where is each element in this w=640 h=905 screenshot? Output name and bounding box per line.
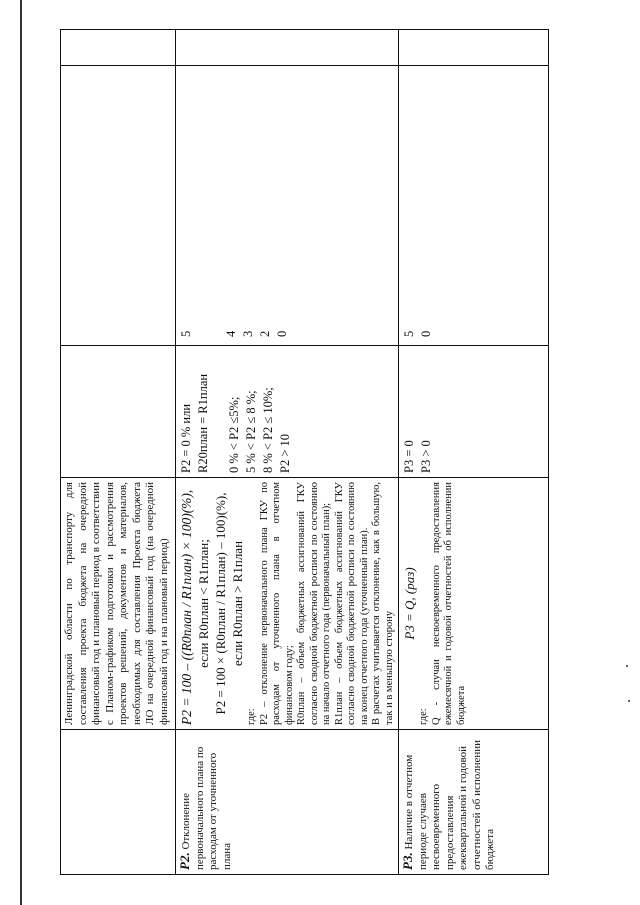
formula-condition: если R0план < R1план; <box>196 539 211 668</box>
where-label: где: <box>418 708 429 725</box>
extra-cell <box>399 30 549 66</box>
explanation-r1: R1план – объем бюджетных ассигнований ГКУ согласно сводной бюджетной росписи по состоянию на конец отчетного года (уточненный план). <box>333 482 370 725</box>
scan-edge-line <box>20 0 22 905</box>
score-cell <box>176 66 399 346</box>
table-row <box>176 30 399 875</box>
formula-main: P3 = Q, (раз) <box>402 567 417 640</box>
criterion-cell <box>61 730 176 875</box>
score-value: 3 <box>241 330 255 337</box>
condition-cell <box>176 346 399 478</box>
extra-cell <box>176 30 399 66</box>
criterion-cell <box>399 730 549 875</box>
score-cell <box>61 66 176 346</box>
score-value: 0 <box>275 330 289 337</box>
condition-item: 5 % < P2 ≤ 8 %; <box>244 390 258 473</box>
condition-item: 8 % < P2 ≤ 10%; <box>261 387 275 473</box>
score-value: 5 <box>402 330 416 337</box>
formula-alternative: P2 = 100 × (R0план / R1план) – 100)(%), <box>213 492 228 715</box>
table-row <box>399 30 549 875</box>
condition-cell <box>399 346 549 478</box>
formula-main: P2 = 100 – ((R0план / R1план) × 100)(%), <box>179 489 194 725</box>
condition-cell <box>61 346 176 478</box>
description-cell: Ленинградской области по транспорту для составления проекта бюджета на очередной финансовый год и плановый период в соответствии с Планом-графиком подготовки и рассмотрения проектов решений, документов и материалов, необходимых для составления Проекта бюджета ЛО на очередной финансовый год (на очередной финансовый год и на плановый период) <box>61 478 176 730</box>
formula-cell <box>176 478 399 730</box>
score-value: 0 <box>419 330 433 337</box>
condition-item: P2 = 0 % или <box>179 403 193 473</box>
rotated-page <box>60 30 515 875</box>
extra-cell <box>61 30 176 66</box>
criteria-table <box>60 29 549 875</box>
condition-item: P3 > 0 <box>419 440 433 473</box>
formula-cell <box>399 478 549 730</box>
calculation-note: В расчетах учитывается отклонение, как в большую, так и в меньшую сторону <box>371 482 395 725</box>
scan-speck <box>626 665 628 667</box>
scan-speck <box>628 700 630 702</box>
explanation-q: Q - случаи несвоевременного предоставления ежемесячной и годовой отчетностей об исполнении бюджета <box>430 482 467 725</box>
score-value: 2 <box>258 330 272 337</box>
where-label: где: <box>246 708 257 725</box>
condition-item: R20план = R1план <box>196 373 210 473</box>
score-cell <box>399 66 549 346</box>
score-value: 4 <box>224 330 238 337</box>
condition-item: P3 = 0 <box>402 440 416 473</box>
explanation-r0: R0план – объем бюджетных ассигнований ГКУ согласно сводной бюджетной росписи по состоянию на начало отчетного года (первоначальный план); <box>296 482 332 725</box>
criterion-name: Наличие в отчетном периоде случаев несвоевременного предоставления ежеквартальной и годовой отчетностей об исполнении бюджета <box>403 739 496 870</box>
condition-item: 0 % < P2 ≤5%; <box>227 396 241 473</box>
explanation-p2: P2 – отклонение первоначального плана ГКУ по расходам от уточненного плана в отчетном финансовом году; <box>258 482 295 725</box>
table-row <box>61 30 176 875</box>
criterion-cell <box>176 730 399 875</box>
score-value: 5 <box>179 330 193 337</box>
condition-item: P2 > 10 <box>278 433 292 473</box>
formula-condition: если R0план > R1план <box>230 540 245 667</box>
criterion-id: P2. <box>177 852 192 870</box>
criterion-id: P3. <box>400 852 415 870</box>
criterion-name: Отклонение первоначального плана по расходам от уточненного плана <box>180 746 233 870</box>
